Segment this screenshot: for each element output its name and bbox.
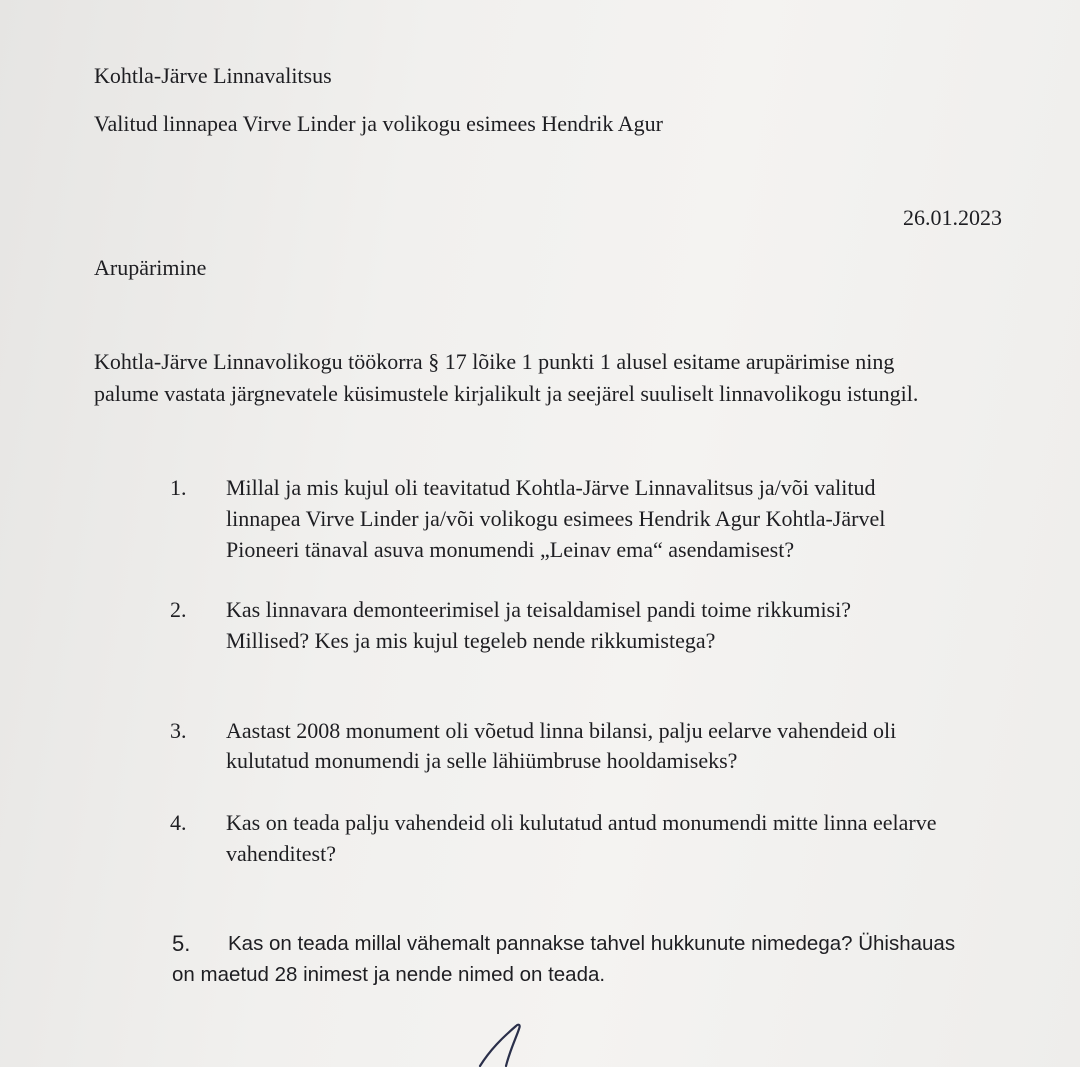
- question-text-line: Kas on teada palju vahendeid oli kulutatud antud monumendi mitte linna eelarve: [226, 810, 937, 835]
- signature-mark: [470, 1020, 540, 1067]
- question-number: 2.: [170, 597, 187, 622]
- question-number: 1.: [170, 475, 187, 500]
- addressee-line: Valitud linnapea Virve Linder ja volikogu esimees Hendrik Agur: [94, 111, 663, 136]
- recipient-line: Kohtla-Järve Linnavalitsus: [94, 63, 332, 88]
- document-title: Arupärimine: [94, 255, 207, 280]
- question-text-line: vahenditest?: [226, 841, 336, 866]
- intro-paragraph-line: palume vastata järgnevatele küsimustele kirjalikult ja seejärel suuliselt linnavolikogu istungil.: [94, 381, 919, 406]
- document-date: 26.01.2023: [903, 205, 1002, 230]
- question-text-line: Aastast 2008 monument oli võetud linna bilansi, palju eelarve vahendeid oli: [226, 718, 897, 743]
- question-text-line: Kas linnavara demonteerimisel ja teisaldamisel pandi toime rikkumisi?: [226, 597, 851, 622]
- question-number: 3.: [170, 718, 187, 743]
- question-text-line: on maetud 28 inimest ja nende nimed on teada.: [172, 963, 606, 986]
- question-text-line: Pioneeri tänaval asuva monumendi „Leinav ema“ asendamisest?: [226, 537, 795, 562]
- question-text-line: linnapea Virve Linder ja/või volikogu esimees Hendrik Agur Kohtla-Järvel: [226, 506, 886, 531]
- question-text-line: kulutatud monumendi ja selle lähiümbruse hooldamiseks?: [226, 748, 738, 773]
- question-number: 5.: [172, 931, 191, 956]
- question-number: 4.: [170, 810, 187, 835]
- question-text-line: Kas on teada millal vähemalt pannakse tahvel hukkunute nimedega? Ühishauas: [228, 932, 956, 955]
- question-text-line: Millised? Kes ja mis kujul tegeleb nende rikkumistega?: [226, 628, 716, 653]
- question-text-line: Millal ja mis kujul oli teavitatud Kohtla-Järve Linnavalitsus ja/või valitud: [226, 475, 876, 500]
- intro-paragraph-line: Kohtla-Järve Linnavolikogu töökorra § 17 lõike 1 punkti 1 alusel esitame arupärimise ning: [94, 349, 895, 374]
